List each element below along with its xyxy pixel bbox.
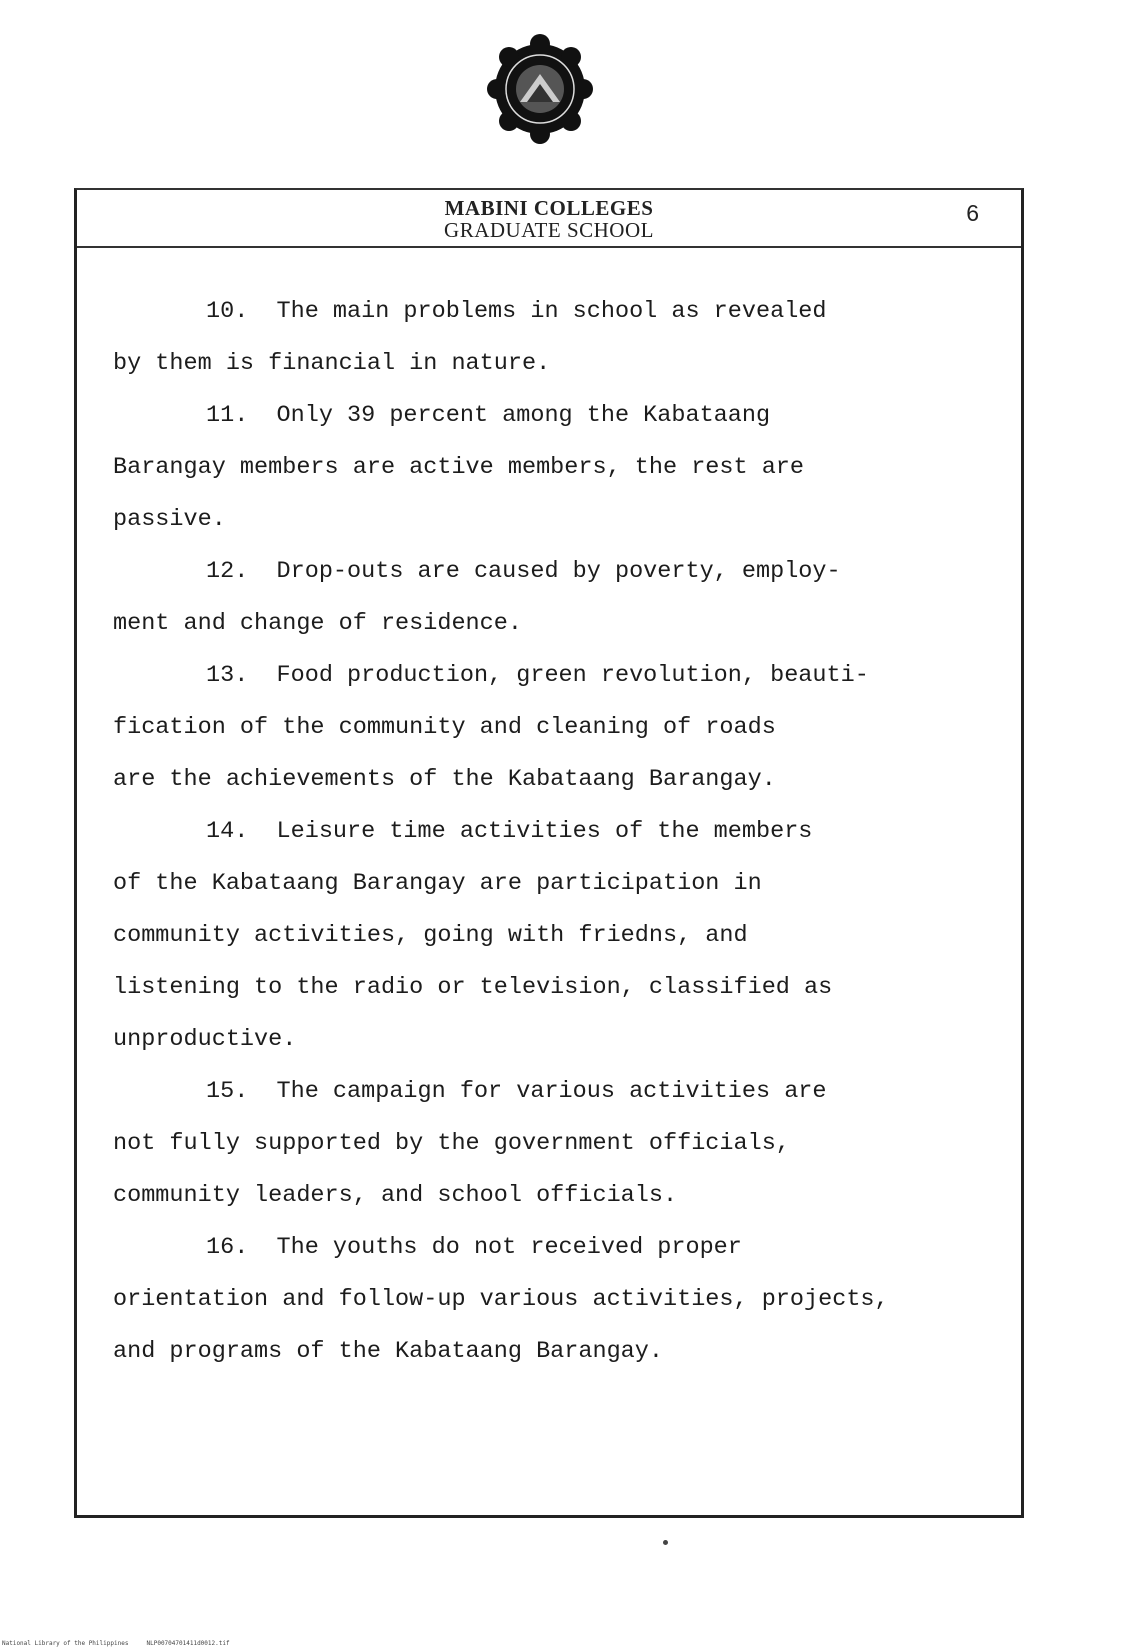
text-line: 10. The main problems in school as revealed (206, 298, 827, 325)
text-line: and programs of the Kabataang Barangay. (113, 1338, 663, 1365)
text-line: unproductive. (113, 1026, 297, 1053)
text-line: 15. The campaign for various activities are (206, 1078, 827, 1105)
text-line: of the Kabataang Barangay are participation in (113, 870, 762, 897)
text-line: community leaders, and school officials. (113, 1182, 678, 1209)
text-line: 11. Only 39 percent among the Kabataang (206, 402, 771, 429)
document-header (77, 190, 1021, 248)
text-line: ment and change of residence. (113, 610, 522, 637)
text-line: 12. Drop-outs are caused by poverty, employ- (206, 558, 841, 585)
ink-speck (663, 1540, 668, 1545)
page-number: 6 (966, 200, 979, 226)
school-seal-icon (487, 30, 593, 148)
text-line: Barangay members are active members, the rest are (113, 454, 805, 481)
document-body (113, 297, 993, 1389)
institution-name: MABINI COLLEGES (444, 196, 654, 220)
text-line: 13. Food production, green revolution, beauti- (206, 662, 869, 689)
school-division: GRADUATE SCHOOL (444, 218, 654, 242)
text-line: listening to the radio or television, classified as (113, 974, 833, 1001)
text-line: 14. Leisure time activities of the members (206, 818, 813, 845)
text-line: community activities, going with friedns, and (113, 922, 748, 949)
text-line: fication of the community and cleaning of roads (113, 714, 776, 741)
text-line: not fully supported by the government officials, (113, 1130, 790, 1157)
text-line: orientation and follow-up various activities, projects, (113, 1286, 889, 1313)
text-line: are the achievements of the Kabataang Barangay. (113, 766, 776, 793)
text-line: passive. (113, 506, 226, 533)
text-line: by them is financial in nature. (113, 350, 551, 377)
text-line: 16. The youths do not received proper (206, 1234, 742, 1261)
archive-footer: National Library of the Philippines NLP00704701411d0012.tif (2, 1640, 230, 1647)
